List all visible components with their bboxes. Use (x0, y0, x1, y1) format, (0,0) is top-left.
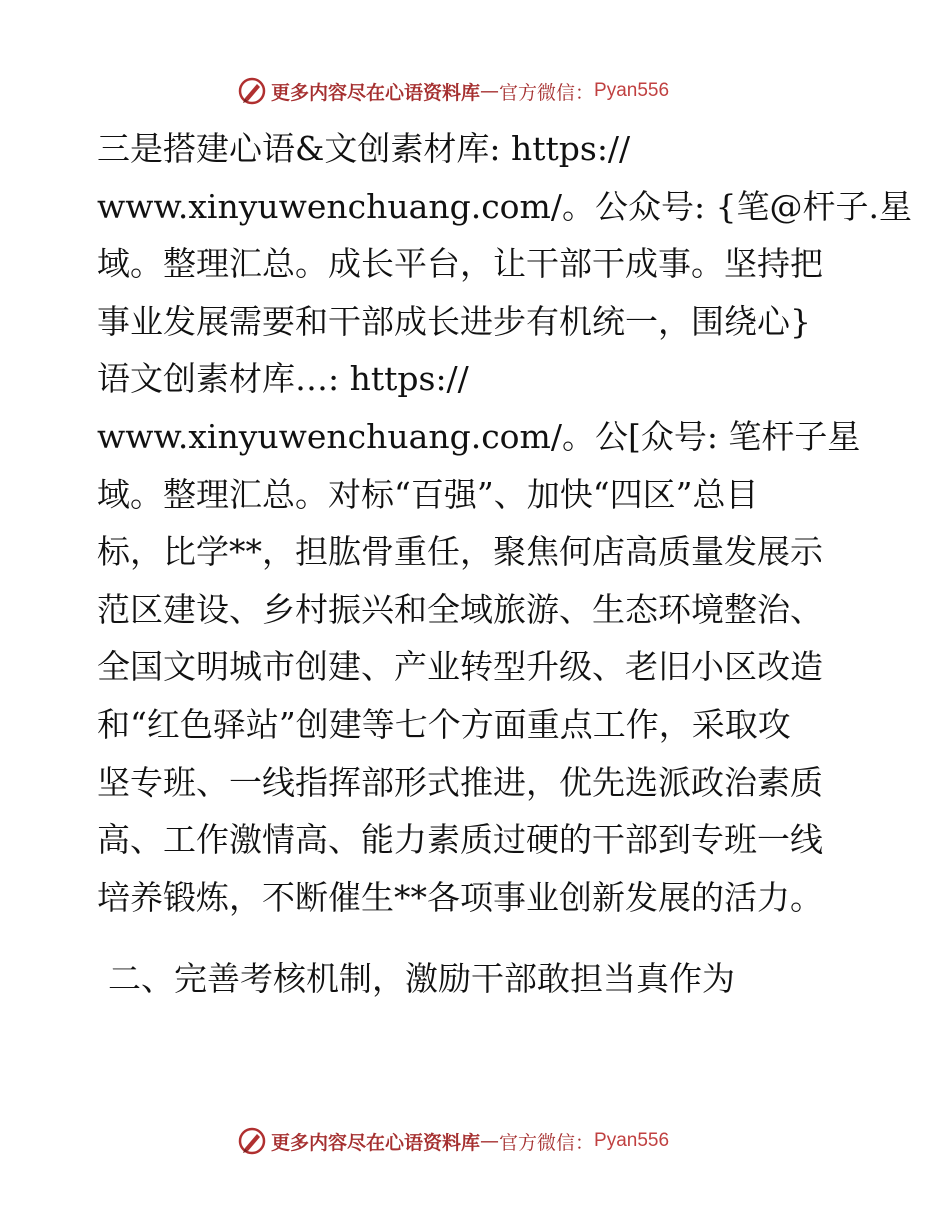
watermark-id: Pyan556 (594, 1130, 670, 1151)
watermark-id: Pyan556 (594, 80, 670, 101)
header-watermark (237, 76, 669, 106)
watermark-main-text: 更多内容尽在心语资料库 (271, 81, 481, 104)
body-line: 培养锻炼，不断催生**各项事业创新发展的活力。 (97, 877, 823, 917)
body-line: www.xinyuwenchuang.com/。公[众号: 笔杆子星 (97, 416, 861, 456)
body-line: 和“红色驿站”创建等七个方面重点工作，采取攻 (97, 704, 791, 744)
watermark-label: 官方微信： (499, 81, 595, 104)
body-line: 标，比学**，担肱骨重任，聚焦何店高质量发展示 (97, 532, 823, 572)
watermark-label: 官方微信： (499, 1131, 595, 1154)
body-line: 高、工作激情高、能力素质过硬的干部到专班一线 (97, 820, 823, 860)
pen-logo-icon (237, 76, 267, 106)
pen-logo-icon (237, 1126, 267, 1156)
watermark-main-text: 更多内容尽在心语资料库 (271, 1131, 481, 1154)
body-line: 三是搭建心语&文创素材库: https:// (97, 129, 631, 168)
watermark-dash: — (480, 80, 500, 102)
body-line: 域。整理汇总。成长平台，让干部干成事。坚持把 (97, 244, 823, 284)
body-line: www.xinyuwenchuang.com/。公众号: {笔@杆子.星 (97, 186, 913, 226)
section-heading: 二、完善考核机制，激励干部敢担当真作为 (108, 959, 735, 998)
body-paragraph (97, 120, 913, 926)
body-line: 坚专班、一线指挥部形式推进，优先选派政治素质 (97, 762, 823, 802)
body-line: 域。整理汇总。对标“百强”、加快“四区”总目 (97, 474, 759, 514)
body-line: 事业发展需要和干部成长进步有机统一，围绕心} (97, 301, 811, 341)
body-line: 语文创素材库…: https:// (97, 359, 469, 399)
body-line: 全国文明城市创建、产业转型升级、老旧小区改造 (97, 647, 823, 687)
watermark-dash: — (480, 1130, 500, 1152)
footer-watermark (237, 1126, 669, 1156)
body-line: 范区建设、乡村振兴和全域旅游、生态环境整治、 (97, 589, 823, 629)
